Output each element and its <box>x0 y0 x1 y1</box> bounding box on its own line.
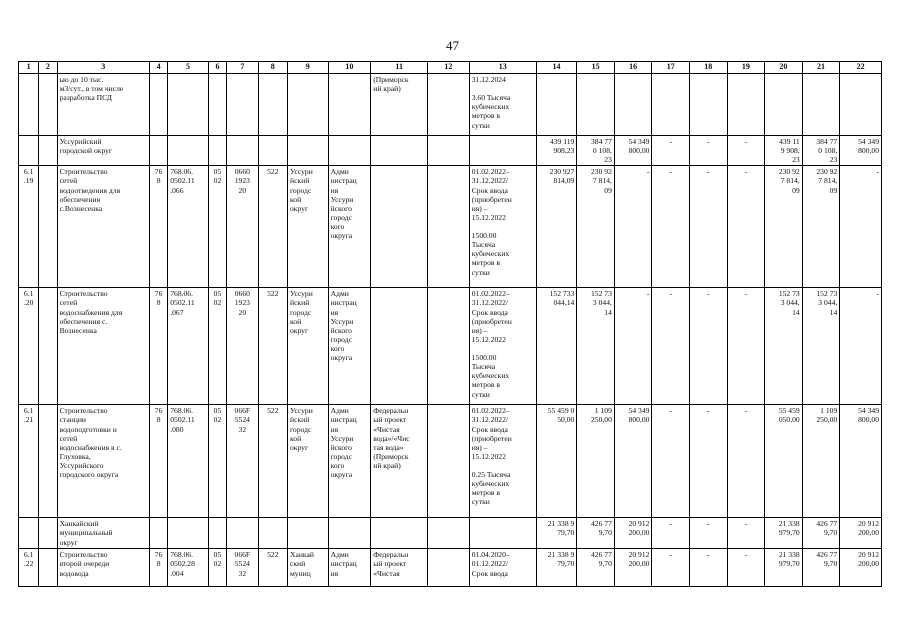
table-cell: 384 77 0 108, 23 <box>577 136 615 166</box>
table-cell <box>328 74 371 136</box>
table-cell <box>371 518 428 549</box>
table-cell <box>469 136 536 166</box>
table-cell <box>577 74 615 136</box>
table-cell: - <box>614 288 652 405</box>
table-cell <box>149 518 167 549</box>
table-cell: Ханкайский муниципальный округ <box>57 518 149 549</box>
table-cell: 55 459 050,00 <box>765 405 803 518</box>
table-cell: 152 73 3 044, 14 <box>577 288 615 405</box>
table-cell <box>39 549 57 587</box>
table-cell: 230 927 814,09 <box>536 166 577 288</box>
table-cell: 066F 5524 32 <box>227 549 258 587</box>
table-cell: 05 02 <box>208 405 226 518</box>
table-cell: - <box>727 549 765 587</box>
table-cell: - <box>690 405 728 518</box>
table-cell: 522 <box>258 288 287 405</box>
column-number: 10 <box>328 62 371 74</box>
table-cell <box>765 74 803 136</box>
column-number: 13 <box>469 62 536 74</box>
table-cell: 31.12.2024 3.60 Тысяча кубических метров в сутки <box>469 74 536 136</box>
table-cell: Строительство сетей водоснабжения для обеспечения с. Вознесенка <box>57 288 149 405</box>
table-cell: 20 912 200,00 <box>614 549 652 587</box>
table-cell <box>39 518 57 549</box>
table-cell: - <box>727 166 765 288</box>
table-cell: 21 338 9 79,70 <box>536 518 577 549</box>
column-number: 11 <box>371 62 428 74</box>
table-cell <box>19 74 39 136</box>
table-cell: 05 02 <box>208 166 226 288</box>
table-cell: - <box>652 166 690 288</box>
table-cell: 426 77 9,70 <box>577 549 615 587</box>
column-number: 6 <box>208 62 226 74</box>
table-cell: 54 349 800,00 <box>614 136 652 166</box>
table-cell: 6.1 .21 <box>19 405 39 518</box>
table-cell <box>652 74 690 136</box>
table-cell <box>428 74 470 136</box>
table-cell: 768.06. 0502.28 .004 <box>168 549 209 587</box>
table-cell <box>258 136 287 166</box>
table-cell <box>428 166 470 288</box>
table-cell: - <box>840 288 882 405</box>
table-cell <box>328 136 371 166</box>
table-cell <box>39 405 57 518</box>
table-row <box>19 136 882 166</box>
table-cell: Уссурийский городской округ <box>57 136 149 166</box>
table-cell: 55 459 0 50,00 <box>536 405 577 518</box>
table-cell: 54 349 800,00 <box>614 405 652 518</box>
table-cell: 439 11 9 908, 23 <box>765 136 803 166</box>
table-cell <box>469 518 536 549</box>
table-body <box>19 74 882 587</box>
table-cell: 76 8 <box>149 549 167 587</box>
table-row <box>19 288 882 405</box>
table-cell <box>428 405 470 518</box>
table-cell: 426 77 9,70 <box>802 518 840 549</box>
table-cell: - <box>727 405 765 518</box>
column-number: 9 <box>288 62 329 74</box>
table-cell: Строительство станции водоподготовки и сетей водоснабжения в с. Глуховка, Уссурийского городского округа <box>57 405 149 518</box>
table-cell: - <box>690 518 728 549</box>
table-cell <box>328 518 371 549</box>
table-cell <box>39 136 57 166</box>
table-cell <box>727 74 765 136</box>
table-cell: 066F 5524 32 <box>227 405 258 518</box>
table-cell: - <box>690 166 728 288</box>
table-cell <box>428 549 470 587</box>
column-number: 7 <box>227 62 258 74</box>
table-row <box>19 74 882 136</box>
table-cell <box>19 136 39 166</box>
table-cell: 384 77 0 108, 23 <box>802 136 840 166</box>
table-cell: - <box>652 518 690 549</box>
table-cell: 522 <box>258 405 287 518</box>
table-cell: 21 338 9 79,70 <box>536 549 577 587</box>
table-cell: - <box>690 288 728 405</box>
table-cell: 230 92 7 814, 09 <box>765 166 803 288</box>
table-cell <box>536 74 577 136</box>
table-cell <box>614 74 652 136</box>
table-cell <box>690 74 728 136</box>
table-cell <box>149 136 167 166</box>
column-number: 21 <box>802 62 840 74</box>
column-number: 17 <box>652 62 690 74</box>
table-cell: Адми нистрац ия Уссури йского городс кого округа <box>328 405 371 518</box>
table-cell: 768.06. 0502.11 .080 <box>168 405 209 518</box>
table-cell: 439 119 908,23 <box>536 136 577 166</box>
table-cell: 426 77 9,70 <box>577 518 615 549</box>
table-cell <box>371 288 428 405</box>
column-number: 22 <box>840 62 882 74</box>
table-cell: 20 912 200,00 <box>840 549 882 587</box>
column-number: 18 <box>690 62 728 74</box>
table-cell <box>168 136 209 166</box>
table-cell <box>371 166 428 288</box>
table-cell: 0660 1923 20 <box>227 166 258 288</box>
table-cell: (Приморск ий край) <box>371 74 428 136</box>
table-cell: 21 338 979,70 <box>765 549 803 587</box>
table-cell <box>168 518 209 549</box>
column-number: 4 <box>149 62 167 74</box>
table-cell: - <box>690 549 728 587</box>
table-cell <box>208 74 226 136</box>
column-number: 19 <box>727 62 765 74</box>
table-cell <box>149 74 167 136</box>
table-cell: - <box>727 518 765 549</box>
table-cell: 6.1 .20 <box>19 288 39 405</box>
column-number: 5 <box>168 62 209 74</box>
table-cell <box>288 74 329 136</box>
table-cell: 54 349 800,00 <box>840 136 882 166</box>
table-cell: - <box>652 288 690 405</box>
table-cell <box>428 518 470 549</box>
table-cell <box>168 74 209 136</box>
column-number: 20 <box>765 62 803 74</box>
table-cell: 230 92 7 814, 09 <box>802 166 840 288</box>
table-cell: Федеральн ый проект «Чистая <box>371 549 428 587</box>
table-cell: 0660 1923 20 <box>227 288 258 405</box>
table-cell: 6.1 .22 <box>19 549 39 587</box>
table-cell <box>227 136 258 166</box>
table-row <box>19 518 882 549</box>
table-cell: Строительство сетей водоотведения для обеспечения с.Вознесенка <box>57 166 149 288</box>
table-cell <box>428 136 470 166</box>
table-cell <box>39 74 57 136</box>
table-cell: 152 733 044,14 <box>536 288 577 405</box>
column-number-row <box>19 62 882 74</box>
table-cell: - <box>840 166 882 288</box>
table-cell: - <box>652 549 690 587</box>
table-cell: 1 109 250,00 <box>802 405 840 518</box>
table-cell: 76 8 <box>149 288 167 405</box>
investment-table <box>18 61 882 587</box>
table-cell: 21 338 979,70 <box>765 518 803 549</box>
table-cell: Федеральн ый проект «Чистая вода»/«Чис тая вода» (Приморск ий край) <box>371 405 428 518</box>
table-cell: ью до 10 тыс. м3/сут., в том числе разработка ПСД <box>57 74 149 136</box>
table-cell: 230 92 7 814, 09 <box>577 166 615 288</box>
column-number: 8 <box>258 62 287 74</box>
table-cell: 05 02 <box>208 288 226 405</box>
table-cell: Строительство второй очереди водовода <box>57 549 149 587</box>
table-cell <box>208 136 226 166</box>
table-cell: 20 912 200,00 <box>614 518 652 549</box>
table-cell: 76 8 <box>149 405 167 518</box>
table-cell: 05 02 <box>208 549 226 587</box>
table-cell: 768.06. 0502.11 .066 <box>168 166 209 288</box>
table-cell: Ханкай ский муниц <box>288 549 329 587</box>
table-cell: Адми нистрац ия Уссури йского городс кого округа <box>328 288 371 405</box>
table-cell <box>227 74 258 136</box>
table-cell: - <box>652 136 690 166</box>
table-cell <box>371 136 428 166</box>
table-cell: - <box>727 136 765 166</box>
table-cell: Адми нистрац ия Уссури йского городс кого округа <box>328 166 371 288</box>
table-cell <box>258 518 287 549</box>
table-cell: Уссури йский городс кой округ <box>288 405 329 518</box>
column-number: 3 <box>57 62 149 74</box>
table-cell: 152 73 3 044, 14 <box>765 288 803 405</box>
column-number: 14 <box>536 62 577 74</box>
column-number: 15 <box>577 62 615 74</box>
table-cell: - <box>727 288 765 405</box>
table-row <box>19 405 882 518</box>
table-cell: 01.02.2022– 31.12.2022/ Срок ввода (приобретен ия) – 15.12.2022 1500.00 Тысяча кубических метров в сутки <box>469 166 536 288</box>
table-cell: 522 <box>258 549 287 587</box>
page-number: 47 <box>446 38 459 53</box>
table-cell <box>227 518 258 549</box>
column-number: 16 <box>614 62 652 74</box>
table-cell: - <box>652 405 690 518</box>
table-cell: - <box>690 136 728 166</box>
table-cell: 01.02.2022– 31.12.2022/ Срок ввода (приобретен ия) – 15.12.2022 1500.00 Тысяча кубических метров в сутки <box>469 288 536 405</box>
table-cell <box>208 518 226 549</box>
table-cell <box>802 74 840 136</box>
table-cell <box>39 166 57 288</box>
table-cell: Уссури йский городс кой округ <box>288 288 329 405</box>
table-cell: - <box>614 166 652 288</box>
column-number: 2 <box>39 62 57 74</box>
table-cell: 01.04.2020– 01.12.2022/ Срок ввода <box>469 549 536 587</box>
table-cell: 01.02.2022– 31.12.2022/ Срок ввода (приобретен ия) – 15.12.2022 0.25 Тысяча кубических метров в сутки <box>469 405 536 518</box>
table-cell: 20 912 200,00 <box>840 518 882 549</box>
table-cell: 1 109 250,00 <box>577 405 615 518</box>
column-number: 12 <box>428 62 470 74</box>
table-cell: 6.1 .19 <box>19 166 39 288</box>
table-cell <box>428 288 470 405</box>
table-cell <box>258 74 287 136</box>
table-cell <box>39 288 57 405</box>
table-cell: Адми нистрац ия <box>328 549 371 587</box>
table-cell <box>19 518 39 549</box>
table-cell <box>288 136 329 166</box>
table-cell: 54 349 800,00 <box>840 405 882 518</box>
table-cell: 152 73 3 044, 14 <box>802 288 840 405</box>
table-cell: 768.06. 0502.11 .067 <box>168 288 209 405</box>
table-cell: 76 8 <box>149 166 167 288</box>
table-row <box>19 549 882 587</box>
table-row <box>19 166 882 288</box>
table-cell <box>288 518 329 549</box>
table-cell: 522 <box>258 166 287 288</box>
table-cell: Уссури йский городс кой округ <box>288 166 329 288</box>
table-cell <box>840 74 882 136</box>
table-cell: 426 77 9,70 <box>802 549 840 587</box>
column-number: 1 <box>19 62 39 74</box>
